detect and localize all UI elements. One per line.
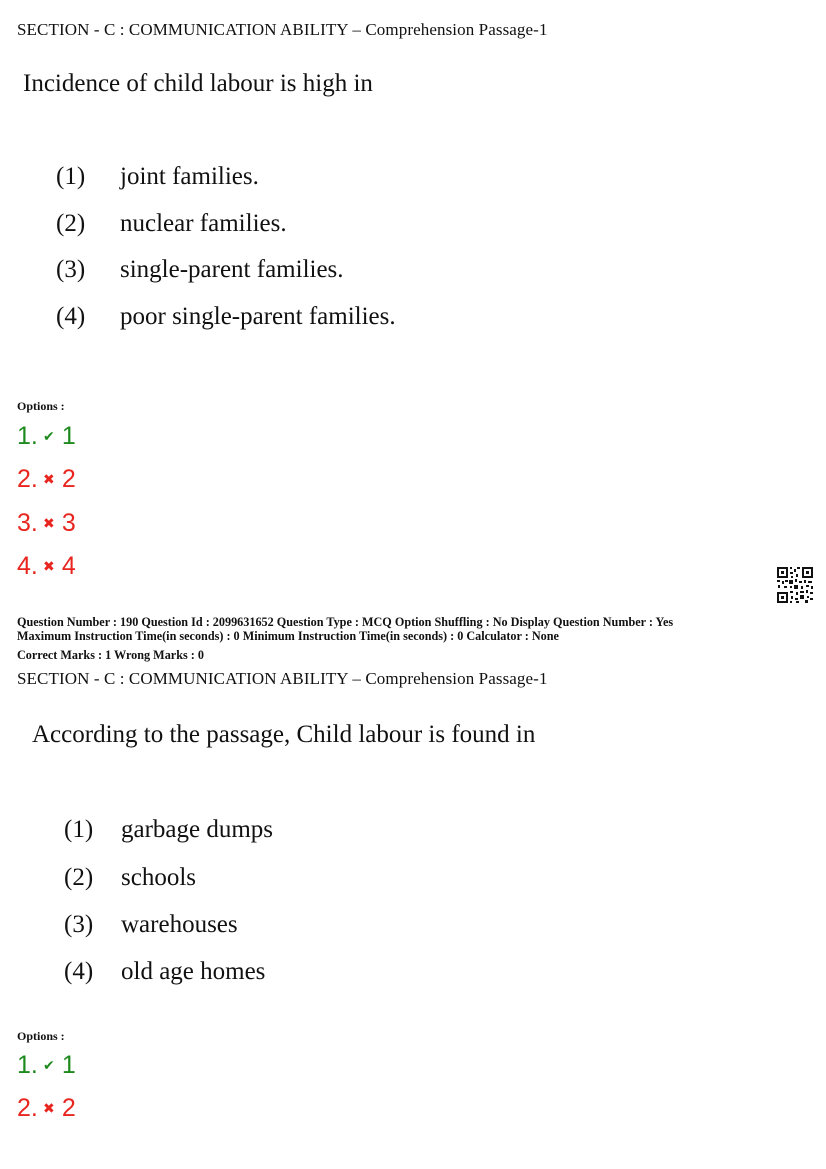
option-value: 4: [61, 552, 76, 580]
option-value: 2: [61, 1094, 76, 1122]
option-item: [17, 465, 76, 494]
qr-code-icon: [776, 566, 814, 604]
choice-text: warehouses: [121, 911, 238, 938]
cross-icon: ✖: [42, 1100, 55, 1116]
option-item: [17, 552, 76, 581]
marks-info: Correct Marks : 1 Wrong Marks : 0: [17, 648, 204, 662]
option-value: 2: [61, 465, 76, 493]
cross-icon: ✖: [42, 471, 55, 487]
choice-item: [64, 864, 196, 892]
check-icon: ✔: [42, 1057, 55, 1073]
choice-text: garbage dumps: [121, 816, 274, 843]
choice-number: (3): [56, 256, 86, 283]
option-label: 1.: [17, 1051, 38, 1079]
choice-text: single-parent families.: [120, 256, 344, 283]
option-item: [17, 1094, 76, 1123]
option-item: [17, 422, 76, 451]
choice-number: (4): [64, 958, 94, 985]
question-meta: Question Number : 190 Question Id : 2099631652 Question Type : MCQ Option Shuffling : No Display Question Number : Yes: [17, 615, 674, 629]
section-header: SECTION - C : COMMUNICATION ABILITY – Comprehension Passage-1: [17, 20, 548, 39]
option-label: 1.: [17, 422, 38, 450]
choice-item: [64, 958, 265, 986]
choice-item: [56, 163, 259, 191]
choice-text: poor single-parent families.: [120, 303, 396, 330]
option-label: 2.: [17, 1094, 38, 1122]
choice-number: (1): [56, 163, 86, 190]
option-value: 1: [61, 1051, 76, 1079]
choice-item: [64, 911, 238, 939]
section-header: SECTION - C : COMMUNICATION ABILITY – Comprehension Passage-1: [17, 669, 548, 688]
choice-text: joint families.: [120, 163, 259, 190]
choice-item: [56, 256, 344, 284]
question-text: Incidence of child labour is high in: [23, 70, 373, 97]
cross-icon: ✖: [42, 558, 55, 574]
check-icon: ✔: [42, 428, 55, 444]
choice-item: [56, 303, 396, 331]
choice-text: schools: [121, 864, 196, 891]
choice-number: (4): [56, 303, 86, 330]
option-value: 1: [61, 422, 76, 450]
question-meta: Maximum Instruction Time(in seconds) : 0 Minimum Instruction Time(in seconds) : 0 Calculator : None: [17, 629, 559, 643]
choice-number: (1): [64, 816, 94, 843]
choice-item: [64, 816, 273, 844]
question-text: According to the passage, Child labour is found in: [32, 721, 536, 748]
choice-number: (3): [64, 911, 94, 938]
choice-number: (2): [64, 864, 94, 891]
choice-text: nuclear families.: [120, 210, 287, 237]
choice-number: (2): [56, 210, 86, 237]
option-value: 3: [61, 509, 76, 537]
option-label: 3.: [17, 509, 38, 537]
option-item: [17, 1051, 76, 1080]
cross-icon: ✖: [42, 515, 55, 531]
option-label: 2.: [17, 465, 38, 493]
options-label: Options :: [17, 1029, 65, 1043]
choice-text: old age homes: [121, 958, 266, 985]
option-label: 4.: [17, 552, 38, 580]
options-label: Options :: [17, 399, 65, 413]
choice-item: [56, 210, 287, 238]
option-item: [17, 509, 76, 538]
